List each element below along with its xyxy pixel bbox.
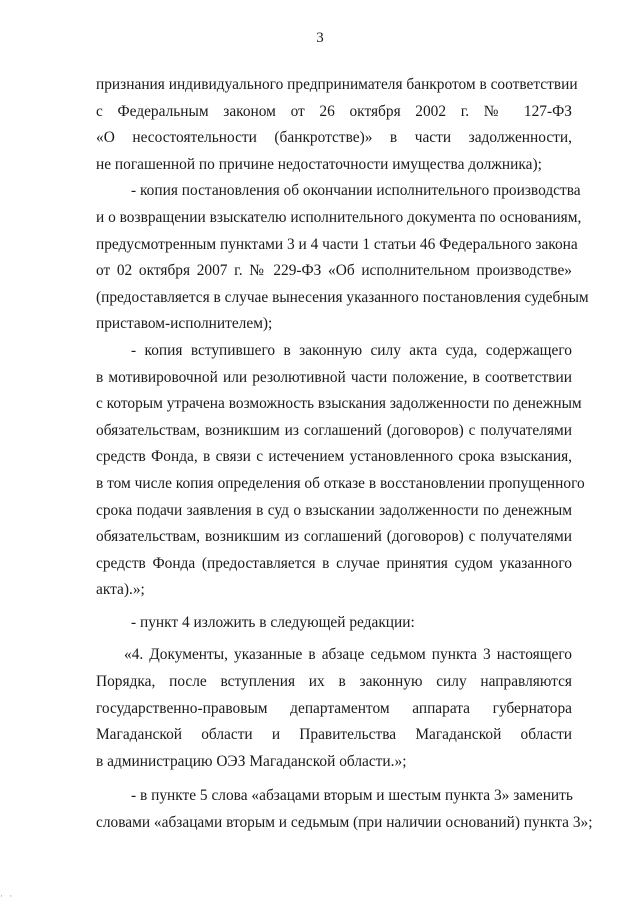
text-line: с Федеральным законом от 26 октября 2002 г. № 127-ФЗ — [96, 102, 572, 120]
text-line: от 02 октября 2007 г. № 229-ФЗ «Об исполнительном производстве» — [96, 262, 572, 280]
text-line: в том числе копия определения об отказе в восстановлении пропущенного — [96, 474, 585, 492]
text-line: средств Фонда (предоставляется в случае принятия судом указанного — [96, 554, 572, 572]
text-line: - копия вступившего в законную силу акта суда, содержащего — [131, 341, 572, 359]
text-line: - в пункте 5 слова «абзацами вторым и шестым пункта 3» заменить — [131, 787, 573, 805]
text-line: (предоставляется в случае вынесения указанного постановления судебным — [96, 288, 589, 306]
text-line: - пункт 4 изложить в следующей редакции: — [131, 613, 415, 631]
text-line: средств Фонда, в связи с истечением установленного срока взыскания, — [96, 448, 572, 466]
page-number: 3 — [316, 30, 324, 46]
text-line: «4. Документы, указанные в абзаце седьмом пункта 3 настоящего — [124, 646, 572, 664]
scan-noise: · · — [0, 891, 15, 901]
text-line: в мотивировочной или резолютивной части положение, в соответствии — [96, 368, 572, 386]
text-line: не погашенной по причине недостаточности имущества должника); — [96, 155, 542, 173]
paragraph-spacer — [96, 775, 572, 783]
text-line: срока подачи заявления в суд о взыскании задолженности по денежным — [96, 501, 572, 519]
text-line: и о возвращении взыскателю исполнительного документа по основаниям, — [96, 208, 582, 226]
text-line: акта).»; — [96, 581, 145, 599]
text-line: Порядка, после вступления их в законную силу направляются — [96, 673, 572, 691]
text-line: с которым утрачена возможность взыскания задолженности по денежным — [96, 395, 582, 413]
text-line: обязательствам, возникшим из соглашений (договоров) с получателями — [96, 421, 572, 439]
text-line: словами «абзацами вторым и седьмым (при наличии оснований) пункта 3»; — [96, 814, 593, 832]
text-line: «О несостоятельности (банкротстве)» в части задолженности, — [96, 129, 572, 147]
text-line: - копия постановления об окончании исполнительного производства — [131, 182, 581, 200]
text-line: предусмотренным пунктами 3 и 4 части 1 статьи 46 Федерального закона — [96, 235, 578, 253]
text-line: в администрацию ОЭЗ Магаданской области.»; — [96, 752, 407, 770]
text-line: Магаданской области и Правительства Магаданской области — [96, 726, 572, 744]
document-body — [96, 72, 593, 837]
text-line: обязательствам, возникшим из соглашений (договоров) с получателями — [96, 528, 572, 546]
text-line: приставом-исполнителем); — [96, 315, 273, 333]
text-line: государственно-правовым департаментом аппарата губернатора — [96, 699, 572, 717]
text-line: признания индивидуального предпринимателя банкротом в соответствии — [96, 76, 578, 93]
